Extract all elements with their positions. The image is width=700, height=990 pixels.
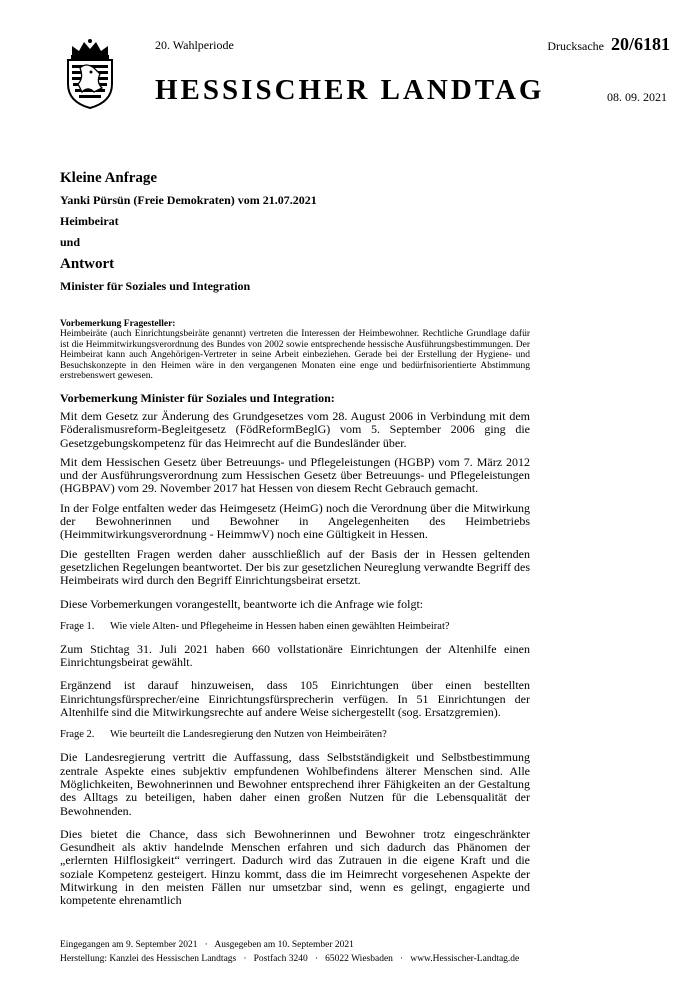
question-2-number: Frage 2. bbox=[60, 729, 95, 741]
minister-paragraph-2: Mit dem Hessischen Gesetz über Betreuungs- und Pflegeleistungen (HGBP) vom 7. März 2012 und der Ausführungsverordnung zum Hessischen Gesetz über Betreuungs- und Pflegeleistungen (HGBPAV) vom 29. November 2017 hat Hessen von diesem Recht Gebrauch gemacht. bbox=[60, 454, 530, 496]
vorbemerkung-fragesteller-text: Heimbeiräte (auch Einrichtungsbeiräte genannt) vertreten die Interessen der Heimbewohner. Rechtliche Grundlage dafür ist die Heimmitwirkungsverordnung des Bundes von 2002 sowie entsprechende hessische Ausführungsbestimmungen. Der Heimbeirat kann auch Angehörigen-Vertreter in seine Arbeit einbeziehen. Gerade bei der Erstellung der Hygiene- und Besuchskonzepte in den Heimen wäre in den vergangenen Monaten eine enge und bedürfnisorientierte Abstimmung erstrebenswert gewesen. bbox=[60, 329, 530, 382]
ministry-line: Minister für Soziales und Integration bbox=[60, 279, 251, 293]
drucksache-label: Drucksache bbox=[547, 39, 604, 53]
drucksache bbox=[547, 34, 670, 55]
minister-paragraph-3: In der Folge entfalten weder das Heimgesetz (HeimG) noch die Verordnung über die Mitwirkung der Bewohnerinnen und Bewohner in Angelegenheiten des Heimbetriebs (Heimmitwirkungsverordnung - HeimmwV) noch eine Gültigkeit in Hessen. bbox=[60, 500, 530, 542]
footer-dates: Eingegangen am 9. September 2021 · Ausgegeben am 10. September 2021 bbox=[60, 940, 354, 950]
wahlperiode: 20. Wahlperiode bbox=[155, 38, 234, 52]
kleine-anfrage-heading: Kleine Anfrage bbox=[60, 170, 158, 186]
document-date: 08. 09. 2021 bbox=[607, 90, 667, 104]
footer-imprint: Herstellung: Kanzlei des Hessischen Landtags · Postfach 3240 · 65022 Wiesbaden · www.Hessischer-Landtag.de bbox=[60, 954, 520, 964]
topic: Heimbeirat bbox=[60, 214, 119, 228]
author-line: Yanki Pürsün (Freie Demokraten) vom 21.07.2021 bbox=[60, 193, 317, 207]
minister-paragraph-4: Die gestellten Fragen werden daher ausschließlich auf der Basis der in Hessen geltenden gesetzlichen Regelungen beantwortet. Der bis zur gesetzlichen Neureglung verwandte Begriff des Heimbeirats wird durch den Begriff Einrichtungsbeirat ersetzt. bbox=[60, 546, 530, 588]
vorbemerkung-fragesteller-heading: Vorbemerkung Fragesteller: bbox=[60, 319, 176, 329]
answer-2-paragraph-2: Dies bietet die Chance, dass sich Bewohnerinnen und Bewohner trotz eingeschränkter Gesundheit als aktiv handelnde Menschen erfahren und sich dadurch das Phänomen der „erlernten Hilflosigkeit“ verringert. Dadurch wird das Zutrauen in die eigene Kraft und die soziale Kompetenz gesteigert. Hinzu kommt, dass die im Heimrecht vorgesehenen Aspekte der Mitwirkung in den meisten Fällen nur umsetzbar sind, wenn es gelingt, engagierte und kompetente ehrenamtlich bbox=[60, 826, 530, 908]
page-title: HESSISCHER LANDTAG bbox=[155, 74, 545, 106]
answer-2-paragraph-1: Die Landesregierung vertritt die Auffassung, dass Selbstständigkeit und Selbstbestimmung zentrale Aspekte eines subjektiv empfundenen Wohlbefindens älterer Menschen sind. Alle Möglichkeiten, Bewohnerinnen und Bewohner entsprechend ihrer Fähigkeiten an der Gestaltung des Alltags zu beteiligen, haben daher einen großen Nutzen für die Lebensqualität der Bewohnenden. bbox=[60, 750, 530, 818]
question-1 bbox=[60, 621, 530, 633]
answer-1-paragraph-2: Ergänzend ist darauf hinzuweisen, dass 105 Einrichtungen über einen bestellten Einrichtungsfürsprecher/eine Einrichtungsfürsprecherin verfügen. In 51 Einrichtungen der Altenhilfe sind die Mitwirkungsrechte auf andere Weise sichergestellt (sog. Ersatzgremien). bbox=[60, 678, 530, 720]
answer-1-paragraph-1: Zum Stichtag 31. Juli 2021 haben 660 vollstationäre Einrichtungen der Altenhilfe einen Einrichtungsbeirat gewählt. bbox=[60, 641, 530, 670]
question-2-text: Wie beurteilt die Landesregierung den Nutzen von Heimbeiräten? bbox=[110, 729, 387, 741]
question-2 bbox=[60, 729, 530, 741]
minister-paragraph-1: Mit dem Gesetz zur Änderung des Grundgesetzes vom 28. August 2006 in Verbindung mit dem Föderalismusreform-Begleitgesetz (FödReformBeglG) vom 5. September 2006 ging die Gesetzgebungskompetenz für das Heimrecht auf die Bundesländer über. bbox=[60, 408, 530, 450]
intro-line: Diese Vorbemerkungen vorangestellt, beantworte ich die Anfrage wie folgt: bbox=[60, 596, 424, 611]
und-line: und bbox=[60, 235, 81, 249]
document-meta bbox=[60, 170, 520, 300]
drucksache-number: 20/6181 bbox=[610, 34, 670, 54]
footer bbox=[60, 938, 540, 966]
vorbemerkung-minister-heading: Vorbemerkung Minister für Soziales und Integration: bbox=[60, 390, 335, 405]
question-1-text: Wie viele Alten- und Pflegeheime in Hessen haben einen gewählten Heimbeirat? bbox=[110, 620, 450, 632]
document-body bbox=[60, 319, 530, 914]
question-1-number: Frage 1. bbox=[60, 620, 95, 632]
hessen-coat-of-arms-icon bbox=[60, 38, 120, 110]
antwort-heading: Antwort bbox=[60, 256, 115, 272]
